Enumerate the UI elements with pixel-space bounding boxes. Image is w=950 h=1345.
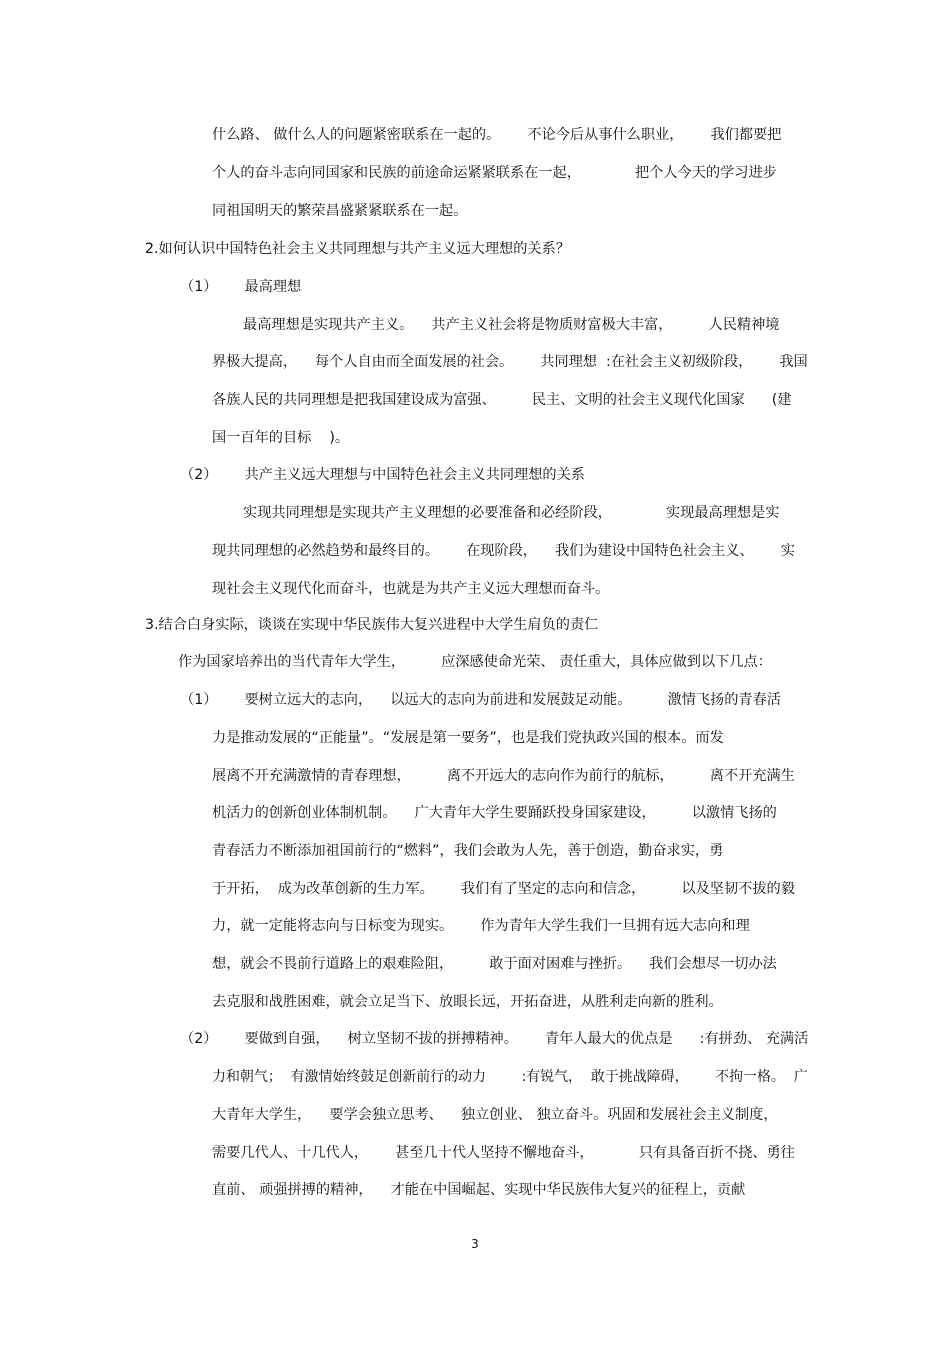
text-line: 力是推动发展的“正能量”。“发展是第一要务”，也是我们党执政兴国的根本。而发 <box>212 730 724 746</box>
text-line: 国一百年的目标 )。 <box>212 430 350 446</box>
subsection-heading: （1） 最高理想 <box>180 279 302 295</box>
text-line: 去克服和战胜困难，就会立足当下、放眼长远，开拓奋进，从胜利走向新的胜利。 <box>212 994 723 1010</box>
text-line: 需要几代人、十几代人， 甚至几十代人坚持不懈地奋斗， 只有具备百折不挠、勇往 <box>212 1145 795 1161</box>
text-line: 各族人民的共同理想是把我国建设成为富强、 民主、文明的社会主义现代化国家 (建 <box>212 392 792 408</box>
text-line: 同祖国明天的繁荣昌盛紧紧联系在一起。 <box>212 203 468 219</box>
subsection-heading: （2） 共产主义远大理想与中国特色社会主义共同理想的关系 <box>180 467 585 483</box>
text-line: 大青年大学生， 要学会独立思考、 独立创业、 独立奋斗。巩固和发展社会主义制度， <box>212 1107 778 1123</box>
text-line: 展离不开充满激情的青春理想， 离不开远大的志向作为前行的航标， 离不开充满生 <box>212 768 795 784</box>
text-line: 界极大提高， 每个人自由而全面发展的社会。 共同理想 :在社会主义初级阶段， 我国 <box>212 354 808 370</box>
subsection-heading: （1） 要树立远大的志向， 以远大的志向为前进和发展鼓足动能。 激情飞扬的青春活 <box>180 692 781 708</box>
text-line: 力，就一定能将志向与日标变为现实。 作为青年大学生我们一旦拥有远大志向和理 <box>212 918 750 934</box>
question-heading: 2.如何认识中国特色社会主义共同理想与共产主义远大理想的关系？ <box>145 241 570 257</box>
text-line: 直前、 顽强拼搏的精神， 才能在中国崛起、实现中华民族伟大复兴的征程上，贡献 <box>212 1182 746 1198</box>
text-line: 于开拓， 成为改革创新的生力军。 我们有了坚定的志向和信念， 以及坚韧不拔的毅 <box>212 881 795 897</box>
text-line: 现共同理想的必然趋势和最终目的。 在现阶段， 我们为建设中国特色社会主义、 实 <box>212 543 795 559</box>
text-line: 最高理想是实现共产主义。 共产主义社会将是物质财富极大丰富， 人民精神境 <box>243 317 780 333</box>
subsection-heading: （2） 要做到自强， 树立坚韧不拔的拼搏精神。 青年人最大的优点是 :有拼劲、 充满活 <box>180 1031 809 1047</box>
text-line: 实现共同理想是实现共产主义理想的必要准备和必经阶段， 实现最高理想是实 <box>243 505 780 521</box>
text-line: 作为国家培养出的当代青年大学生， 应深感使命光荣、 责任重大，具体应做到以下几点： <box>178 654 772 670</box>
text-line: 机活力的创新创业体制机制。 广大青年大学生要踊跃投身国家建设， 以激情飞扬的 <box>212 805 777 821</box>
text-line: 现社会主义现代化而奋斗，也就是为共产主义远大理想而奋斗。 <box>212 581 610 597</box>
text-line: 什么路、 做什么人的问题紧密联系在一起的。 不论今后从事什么职业， 我们都要把 <box>212 127 782 143</box>
text-line: 青春活力不断添加祖国前行的“燃料”，我们会敢为人先，善于创造，勤奋求实，勇 <box>212 843 724 859</box>
text-line: 力和朝气； 有激情始终鼓足创新前行的动力 :有锐气， 敢于挑战障碍， 不拘一格。 广 <box>212 1069 808 1085</box>
question-heading: 3.结合白身实际，谈谈在实现中华民族伟大复兴进程中大学生肩负的责仁 <box>145 617 599 633</box>
text-line: 个人的奋斗志向同国家和民族的前途命运紧紧联系在一起， 把个人今天的学习进步 <box>212 165 777 181</box>
text-line: 想，就会不畏前行道路上的艰难险阻， 敢于面对困难与挫折。 我们会想尽一切办法 <box>212 956 777 972</box>
page-number: 3 <box>471 1237 479 1251</box>
